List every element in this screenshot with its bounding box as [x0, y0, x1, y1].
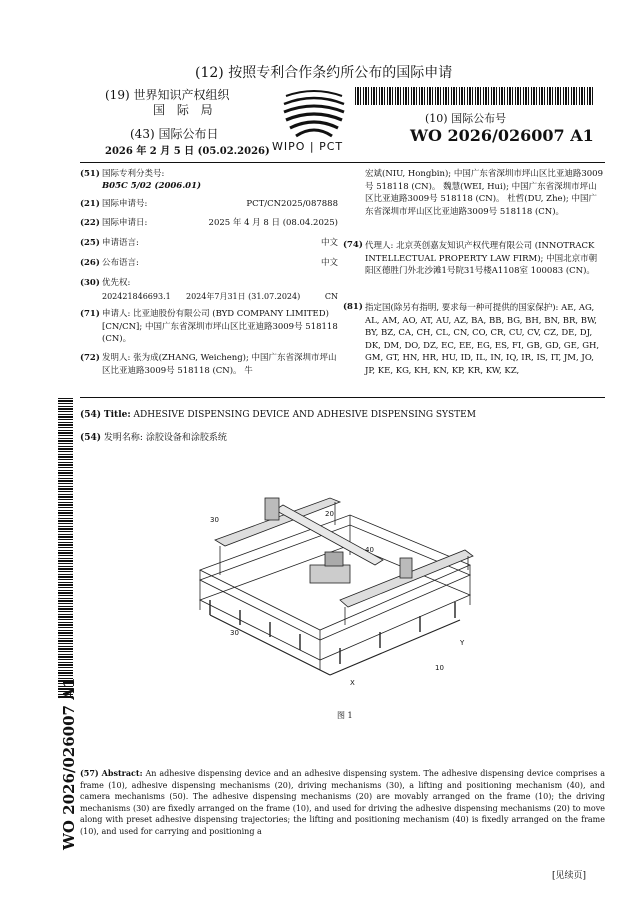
field-30: (30) 优先权:	[80, 278, 131, 288]
label-40: 40	[365, 546, 374, 554]
top-barcode	[355, 87, 593, 105]
designated-states: 指定国(除另有指明, 要求每一种可提供的国家保护): AE, AG, AL, AM, AO, AT, AU, AZ, BA, BB, BG, BH, BN, BR, BW, BY, BZ, CA, CH, CL, CN, CO, CR, CU, CV, CZ, DE, DJ, DK, DM, DO, DZ, EC, EE, EG, ES, FI, GB, GD, GE, GH, GM, GT, HN, HR, HU, ID, IL, IN, IQ, IR, IS, IT, JM, JO, JP, KE, KG, KH, KN, KP, KR, KW, KZ,	[365, 303, 600, 376]
field-22: (22) 国际申请日: 2025 年 4 月 8 日 (08.04.2025)	[80, 218, 338, 228]
patent-figure	[190, 480, 480, 695]
pub-date: 2026 年 2 月 5 日 (05.02.2026)	[105, 146, 270, 157]
abstract: (57) Abstract: An adhesive dispensing device and an adhesive dispensing system. The adhesive dispensing device comprises a frame (10), adhesive dispensing mechanisms (20), driving mechanisms (30), a lifting and positioning mechanism (40), and camera mechanisms (50). The adhesive dispensing mechanisms (20) are movably arranged on the frame (10); the driving mechanisms (30) are fixedly arranged on the frame (10), and used for driving the adhesive dispensing mechanisms (20) to move along with preset adhesive dispensing trajectories; the lifting and positioning mechanism (40) is fixedly arranged on the frame (10), and used for carrying and positioning a	[80, 768, 606, 836]
axis-x-label: X	[350, 679, 355, 687]
field-71-code: (71)	[80, 309, 100, 319]
ipc-class: B05C 5/02 (2006.01)	[102, 181, 202, 191]
wipo-logo-icon	[278, 88, 350, 142]
label-30-bottom: 30	[230, 629, 239, 637]
field-74-code: (74)	[343, 240, 363, 250]
org-name: (19) 世界知识产权组织	[105, 88, 230, 102]
continued-marker: [见续页]	[552, 871, 587, 881]
pub-no-label: (10) 国际公布号	[425, 112, 507, 125]
label-10: 10	[435, 664, 444, 672]
inventors-continued: 宏斌(NIU, Hongbin); 中国广东省深圳市坪山区比亚迪路3009号 518118 (CN)。 魏慧(WEI, Hui); 中国广东省深圳市坪山区比亚迪路3009号 518118 (CN)。 杜哲(DU, Zhe); 中国广东省深圳市坪山区比亚迪路3009号 518118 (CN)。	[365, 169, 603, 217]
pub-date-label: (43) 国际公布日	[130, 127, 219, 141]
title-chinese: (54) 发明名称: 涂胶设备和涂胶系统	[80, 433, 227, 443]
section-divider	[80, 397, 605, 398]
inventors: 发明人: 张为成(ZHANG, Weicheng); 中国广东省深圳市坪山区比亚迪路3009号 518118 (CN)。 牛	[102, 353, 337, 376]
field-81-code: (81)	[343, 302, 363, 312]
field-21: (21) 国际申请号: PCT/CN2025/087888	[80, 199, 338, 209]
figure-caption: 图 1	[337, 711, 353, 720]
pub-number: WO 2026/026007 A1	[410, 126, 594, 145]
document-title: (12) 按照专利合作条约所公布的国际申请	[195, 65, 453, 81]
org-office: 国 际 局	[153, 103, 217, 117]
applicant: 申请人: 比亚迪股份有限公司 (BYD COMPANY LIMITED) [CN/CN]; 中国广东省深圳市坪山区比亚迪路3009号 518118 (CN)。	[102, 309, 338, 344]
side-pub-number: WO 2026/026007 A1	[60, 677, 78, 850]
field-51: (51) 国际专利分类号:	[80, 169, 165, 179]
side-barcode	[58, 398, 73, 698]
axis-y-label: Y	[460, 639, 465, 647]
agent: 代理人: 北京英创嘉友知识产权代理有限公司 (INNOTRACK INTELLECTUAL PROPERTY LAW FIRM); 中国北京市朝阳区德胜门外北沙滩1号院31号楼A1108室 100083 (CN)。	[365, 241, 598, 276]
field-26: (26) 公布语言: 中文	[80, 258, 338, 268]
wipo-pct-logo-text: WIPO | PCT	[272, 140, 344, 153]
field-25: (25) 申请语言: 中文	[80, 238, 338, 248]
label-30-top: 30	[210, 516, 219, 524]
field-72-code: (72)	[80, 353, 100, 363]
label-20: 20	[325, 510, 334, 518]
header-divider	[80, 162, 605, 163]
title-english: (54) Title: ADHESIVE DISPENSING DEVICE AND ADHESIVE DISPENSING SYSTEM	[80, 410, 476, 420]
